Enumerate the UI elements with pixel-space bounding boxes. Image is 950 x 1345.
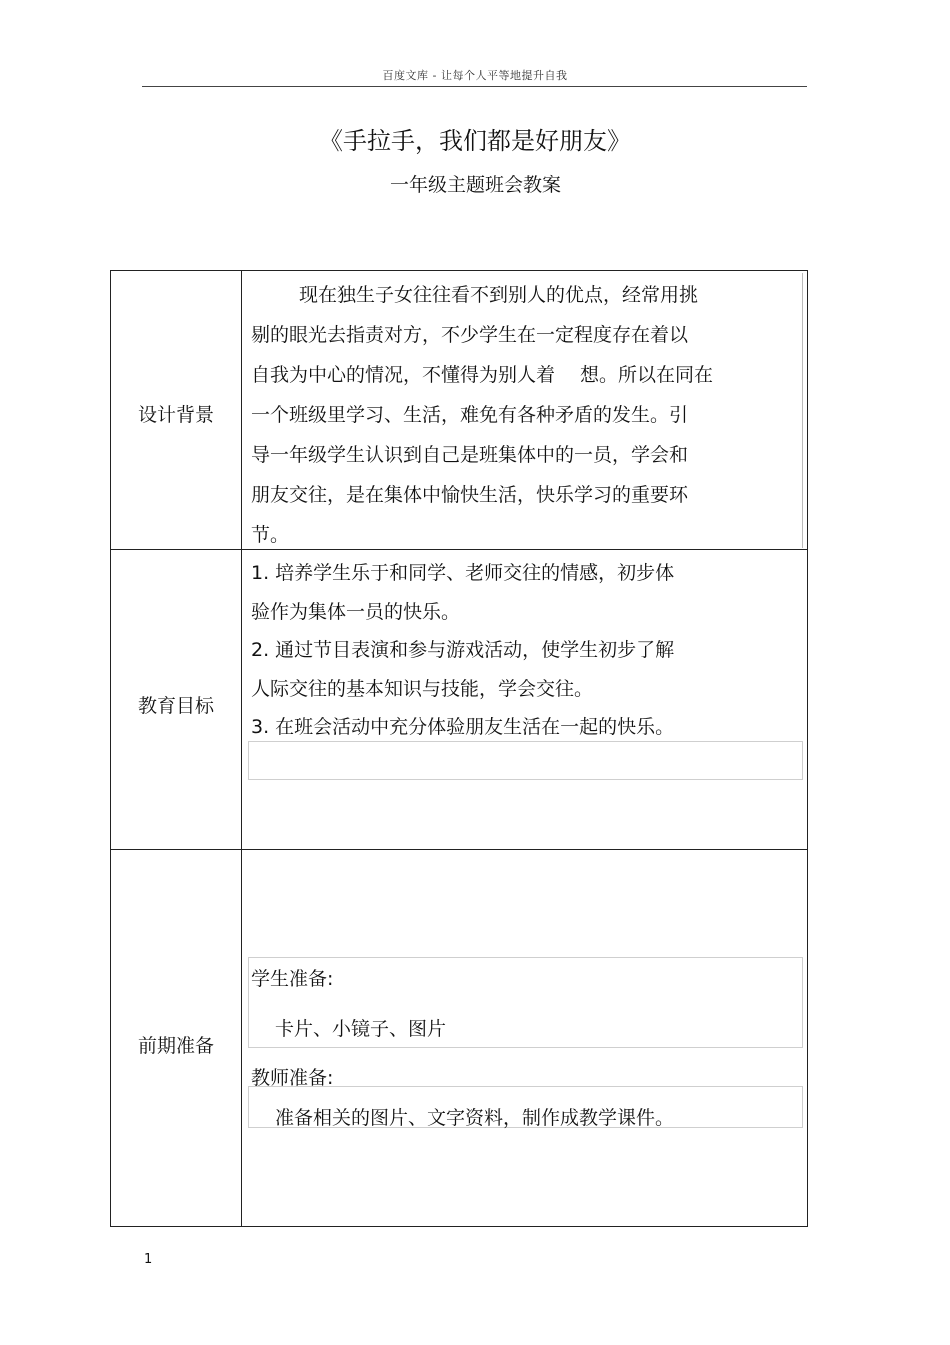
- text-line: 导一年级学生认识到自己是班集体中的一员，学会和: [251, 444, 689, 466]
- goal-line: 验作为集体一员的快乐。: [251, 600, 461, 623]
- student-prep-heading: 学生准备:: [251, 968, 334, 990]
- teacher-prep-items: 准备相关的图片、文字资料，制作成教学课件。: [275, 1107, 675, 1129]
- goal-line: 2. 通过节目表演和参与游戏活动，使学生初步了解: [251, 639, 675, 661]
- goals-text: [251, 554, 806, 747]
- teacher-prep-heading: 教师准备:: [251, 1067, 334, 1089]
- text-line: 一个班级里学习、生活，难免有各种矛盾的发生。引: [251, 404, 689, 426]
- text-line: 节。: [251, 524, 290, 546]
- preparation-label: 前期准备: [137, 1035, 214, 1057]
- document-title: 《手拉手，我们都是好朋友》: [319, 127, 631, 155]
- empty-text-box: [248, 741, 803, 780]
- student-prep-items: 卡片、小镜子、图片: [275, 1018, 447, 1040]
- goal-line: 人际交往的基本知识与技能，学会交往。: [251, 677, 594, 700]
- goals-label: 教育目标: [137, 695, 214, 717]
- goal-line: 1. 培养学生乐于和同学、老师交往的情感，初步体: [251, 562, 675, 584]
- page-header: 百度文库 - 让每个人平等地提升自我: [382, 69, 568, 82]
- goal-line: 3. 在班会活动中充分体验朋友生活在一起的快乐。: [251, 716, 675, 738]
- document-subtitle: 一年级主题班会教案: [390, 174, 562, 196]
- page-number: 1: [144, 1252, 153, 1267]
- text-line: 剔的眼光去指责对方，不少学生在一定程度存在着以: [251, 324, 689, 346]
- row-divider: [111, 849, 807, 850]
- background-text: [251, 275, 806, 555]
- text-line: 自我为中心的情况，不懂得为别人着 想。所以在同在: [251, 364, 714, 386]
- background-label: 设计背景: [137, 404, 214, 426]
- text-line: 朋友交往，是在集体中愉快生活，快乐学习的重要环: [251, 484, 689, 506]
- lesson-plan-table: [110, 270, 808, 1227]
- header-divider: [142, 86, 807, 87]
- text-line: 现在独生子女往往看不到别人的优点，经常用挑: [299, 284, 699, 306]
